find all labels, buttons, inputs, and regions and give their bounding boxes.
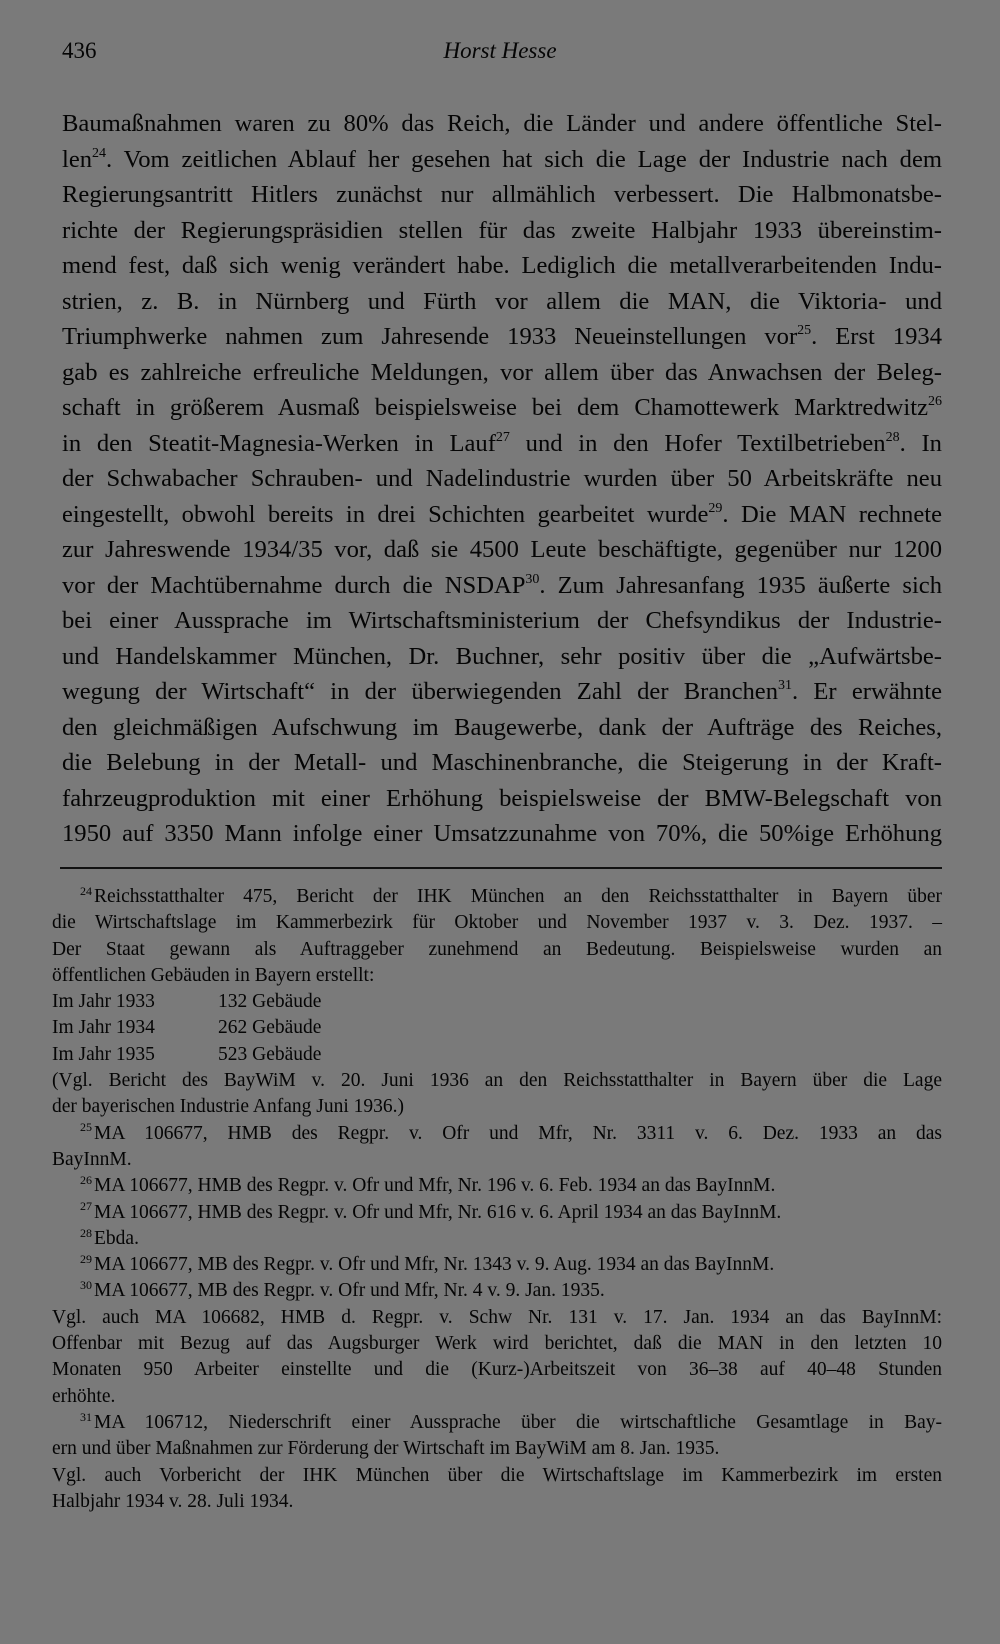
body-text-run: die Belebung in der Metall- und Maschinenbranche, die Steigerung in der Kraft-: [62, 749, 942, 776]
body-text-run: richte der Regierungspräsidien stellen für das zweite Halbjahr 1933 übereinstim-: [62, 216, 942, 244]
body-line: [62, 674, 942, 710]
footnote-text: MA 106677, HMB des Regpr. v. Ofr und Mfr, Nr. 3311 v. 6. Dez. 1933 an das: [94, 1122, 942, 1144]
footnote-number: 29: [80, 1251, 92, 1266]
body-line: [62, 603, 942, 639]
year-cell: Im Jahr 1933: [52, 991, 155, 1013]
body-line: [62, 177, 942, 213]
body-line: [62, 639, 942, 675]
footnote-27: [52, 1200, 942, 1226]
building-count-row: [52, 1015, 942, 1041]
footnote-24-line: (Vgl. Bericht des BayWiM v. 20. Juni 1936 an den Reichsstatthalter in Bayern über die Lage: [52, 1070, 942, 1092]
body-text-run: den gleichmäßigen Aufschwung im Baugewerbe, dank der Aufträge des Reiches,: [62, 713, 942, 741]
footnote-30-line: Monaten 950 Arbeiter einstellte und die (Kurz-)Arbeitszeit von 36–38 auf 40–48 Stunden: [52, 1359, 942, 1381]
footnote-text: Reichsstatthalter 475, Bericht der IHK München an den Reichsstatthalter in Bayern über: [94, 886, 942, 907]
body-line: [62, 710, 942, 746]
footnote-text: MA 106677, MB des Regpr. v. Ofr und Mfr, Nr. 1343 v. 9. Aug. 1934 an das BayInnM.: [94, 1254, 775, 1276]
body-text-run: gab es zahlreiche erfreuliche Meldungen, vor allem über das Anwachsen der Beleg-: [62, 358, 942, 386]
count-cell: 132 Gebäude: [218, 991, 322, 1013]
body-text-run: fahrzeugproduktion mit einer Erhöhung beispielsweise der BMW-Belegschaft von: [62, 784, 942, 812]
body-text-run: vor der Machtübernahme durch die NSDAP: [62, 571, 526, 599]
footnote-reference: 31: [778, 678, 792, 694]
body-line: [62, 426, 942, 462]
footnote-text: Ebda.: [94, 1227, 139, 1249]
body-line: [62, 816, 942, 852]
body-line: [62, 461, 942, 497]
footnote-number: 30: [80, 1278, 92, 1293]
footnote-31-line: Vgl. auch Vorbericht der IHK München über die Wirtschaftslage im Kammerbezirk im ersten: [52, 1464, 942, 1486]
footnote-31-line: [52, 1410, 942, 1436]
footnote-26: [52, 1173, 942, 1199]
footnote-29: [52, 1252, 942, 1278]
footnote-30-line: Vgl. auch MA 106682, HMB d. Regpr. v. Schw Nr. 131 v. 17. Jan. 1934 an das BayInnM:: [52, 1306, 942, 1328]
footnote-24-line: [52, 884, 942, 910]
footnote-reference: 30: [525, 571, 540, 587]
footnote-24-line: öffentlichen Gebäuden in Bayern erstellt:: [52, 964, 375, 986]
body-text-run: . Die MAN rechnete: [722, 500, 942, 528]
body-text-run: und in den Hofer Textilbetrieben: [509, 429, 886, 457]
footnote-30-line: Offenbar mit Bezug auf das Augsburger Werk wird berichtet, daß die MAN in den letzten 10: [52, 1333, 942, 1355]
body-text-run: strien, z. B. in Nürnberg und Fürth vor allem die MAN, die Viktoria- und: [62, 287, 942, 315]
footnote-number: 25: [80, 1120, 92, 1135]
building-count-row: [52, 989, 942, 1015]
body-line: [62, 781, 942, 817]
footnote-25-line: BayInnM.: [52, 1148, 132, 1170]
footnote-number: 24: [80, 883, 92, 898]
page-number: 436: [62, 38, 97, 63]
count-cell: 523 Gebäude: [218, 1043, 322, 1065]
body-text-run: . Er erwähnte: [792, 678, 942, 705]
page-header: [62, 38, 938, 70]
body-line: [62, 568, 942, 604]
footnote-28: [52, 1226, 942, 1252]
footnote-number: 31: [80, 1409, 92, 1424]
body-line: [62, 497, 942, 533]
body-line: [62, 142, 942, 178]
body-text-run: eingestellt, obwohl bereits in drei Schichten gearbeitet wurde: [62, 500, 709, 528]
body-text-run: mend fest, daß sich wenig verändert habe. Lediglich die metallverarbeitenden Indu-: [62, 252, 942, 279]
count-cell: 262 Gebäude: [218, 1017, 322, 1039]
body-text-run: . Zum Jahresanfang 1935 äußerte sich: [539, 571, 942, 599]
body-text-run: Triumphwerke nahmen zum Jahresende 1933 Neueinstellungen vor: [62, 323, 798, 350]
body-line: [62, 532, 942, 568]
footnote-text: MA 106677, HMB des Regpr. v. Ofr und Mfr, Nr. 616 v. 6. April 1934 an das BayInnM.: [94, 1201, 782, 1223]
footnote-number: 26: [80, 1173, 92, 1188]
footnote-30: [52, 1278, 942, 1304]
body-line: [62, 355, 942, 391]
body-text-run: bei einer Aussprache im Wirtschaftsministerium der Chefsyndikus der Industrie-: [62, 607, 942, 634]
year-cell: Im Jahr 1935: [52, 1043, 155, 1065]
footnote-31-line: ern und über Maßnahmen zur Förderung der Wirtschaft im BayWiM am 8. Jan. 1935.: [52, 1438, 720, 1460]
body-line: [62, 745, 942, 781]
body-line: [62, 213, 942, 249]
year-cell: Im Jahr 1934: [52, 1017, 155, 1039]
footnote-24-line: die Wirtschaftslage im Kammerbezirk für Oktober und November 1937 v. 3. Dez. 1937. –: [52, 912, 942, 934]
building-count-row: [52, 1042, 942, 1068]
body-line: [62, 390, 942, 426]
footnote-text: MA 106677, MB des Regpr. v. Ofr und Mfr, Nr. 4 v. 9. Jan. 1935.: [94, 1280, 605, 1302]
footnote-reference: 24: [92, 145, 107, 161]
footnote-reference: 29: [708, 500, 723, 516]
body-text: [62, 106, 942, 852]
footnote-number: 27: [80, 1199, 92, 1214]
footnote-rule: [60, 867, 942, 869]
body-text-run: len: [62, 145, 93, 173]
footnote-reference: 26: [928, 394, 942, 410]
footnote-25-line: [52, 1121, 942, 1147]
body-text-run: wegung der Wirtschaft“ in der überwiegenden Zahl der Branchen: [62, 678, 778, 705]
footnotes: [52, 884, 942, 1515]
footnote-reference: 27: [495, 429, 510, 445]
footnote-30-line: erhöhte.: [52, 1385, 116, 1407]
footnote-text: MA 106712, Niederschrift einer Aussprache über die wirtschaftliche Gesamtlage in Bay-: [94, 1411, 942, 1433]
footnote-reference: 28: [885, 429, 900, 445]
footnote-number: 28: [80, 1225, 92, 1240]
body-text-run: und Handelskammer München, Dr. Buchner, sehr positiv über die „Aufwärtsbe-: [62, 642, 942, 670]
body-text-run: 1950 auf 3350 Mann infolge einer Umsatzzunahme von 70%, die 50%ige Erhöhung: [62, 820, 942, 847]
body-text-run: . Vom zeitlichen Ablauf her gesehen hat sich die Lage der Industrie nach dem: [106, 145, 942, 173]
body-text-run: der Schwabacher Schrauben- und Nadelindustrie wurden über 50 Arbeitskräfte neu: [62, 465, 942, 492]
footnote-text: MA 106677, HMB des Regpr. v. Ofr und Mfr, Nr. 196 v. 6. Feb. 1934 an das BayInnM.: [94, 1175, 776, 1197]
body-text-run: Baumaßnahmen waren zu 80% das Reich, die Länder und andere öffentliche Stel-: [62, 110, 942, 137]
footnote-24-line: der bayerischen Industrie Anfang Juni 1936.): [52, 1096, 404, 1118]
body-text-run: . In: [899, 429, 942, 457]
running-head: Horst Hesse: [443, 38, 557, 63]
footnote-24-line: Der Staat gewann als Auftraggeber zunehmend an Bedeutung. Beispielsweise wurden an: [52, 938, 942, 960]
footnote-reference: 25: [797, 323, 812, 339]
body-text-run: in den Steatit-Magnesia-Werken in Lauf: [62, 429, 496, 457]
footnote-31-line: Halbjahr 1934 v. 28. Juli 1934.: [52, 1490, 294, 1512]
body-line: [62, 248, 942, 284]
body-line: [62, 106, 942, 142]
body-text-run: . Erst 1934: [811, 323, 942, 350]
body-line: [62, 319, 942, 355]
body-text-run: schaft in größerem Ausmaß beispielsweise bei dem Chamottewerk Marktredwitz: [62, 394, 928, 421]
body-text-run: zur Jahreswende 1934/35 vor, daß sie 4500 Leute beschäftigte, gegenüber nur 1200: [62, 536, 942, 563]
body-text-run: Regierungsantritt Hitlers zunächst nur allmählich verbessert. Die Halbmonatsbe-: [62, 181, 942, 208]
body-line: [62, 284, 942, 320]
